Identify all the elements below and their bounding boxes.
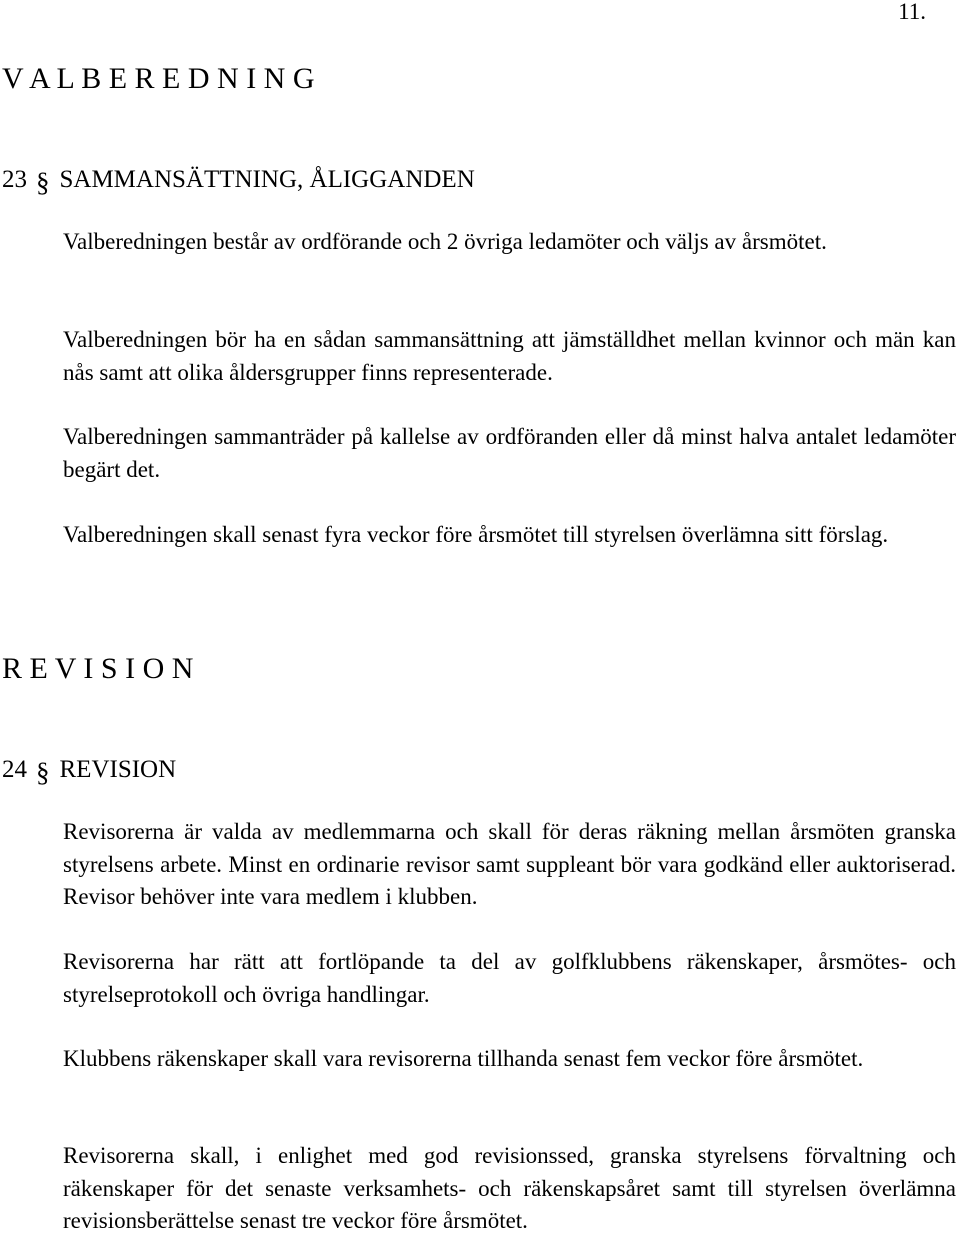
section-sign-icon: § (36, 167, 50, 197)
paragraph: Valberedningen skall senast fyra veckor före årsmötet till styrelsen överlämna sitt förslag. (63, 522, 889, 547)
paragraph: Valberedningen sammanträder på kallelse av ordföranden eller då minst halva antalet ledamöter begärt det. (63, 424, 956, 482)
chapter-title-revision: R E V I S I O N (2, 652, 194, 685)
paragraph: Valberedningen bör ha en sådan sammansättning att jämställdhet mellan kvinnor och män kan nås samt att olika åldersgrupper finns representerade. (63, 327, 956, 385)
section-sign-icon: § (36, 757, 50, 787)
section-title: SAMMANSÄTTNING, ÅLIGGANDEN (59, 166, 475, 193)
chapter-title-valberedning: V A L B E R E D N I N G (2, 62, 315, 95)
paragraph: Valberedningen består av ordförande och 2 övriga ledamöter och väljs av årsmötet. (63, 229, 827, 254)
page-number: 11. (898, 0, 926, 24)
paragraph: Revisorerna har rätt att fortlöpande ta del av golfklubbens räkenskaper, årsmötes- och styrelseprotokoll och övriga handlingar. (63, 949, 956, 1007)
paragraph: Revisorerna skall, i enlighet med god revisionssed, granska styrelsens förvaltning och räkenskaper för det senaste verksamhets- och räkenskapsåret samt till styrelsen överlämna revisionsberättelse senast tre veckor före årsmötet. (63, 1143, 956, 1233)
section-number: 24 (2, 756, 27, 783)
section-heading-23 (2, 163, 475, 195)
section-heading-24 (2, 753, 176, 785)
section-title: REVISION (59, 756, 177, 783)
paragraph: Revisorerna är valda av medlemmarna och skall för deras räkning mellan årsmöten granska styrelsens arbete. Minst en ordinarie revisor samt suppleant bör vara godkänd eller auktoriserad. Revisor behöver inte vara medlem i klubben. (63, 819, 956, 909)
paragraph: Klubbens räkenskaper skall vara revisorerna tillhanda senast fem veckor före årsmötet. (63, 1046, 864, 1071)
section-number: 23 (2, 166, 27, 193)
